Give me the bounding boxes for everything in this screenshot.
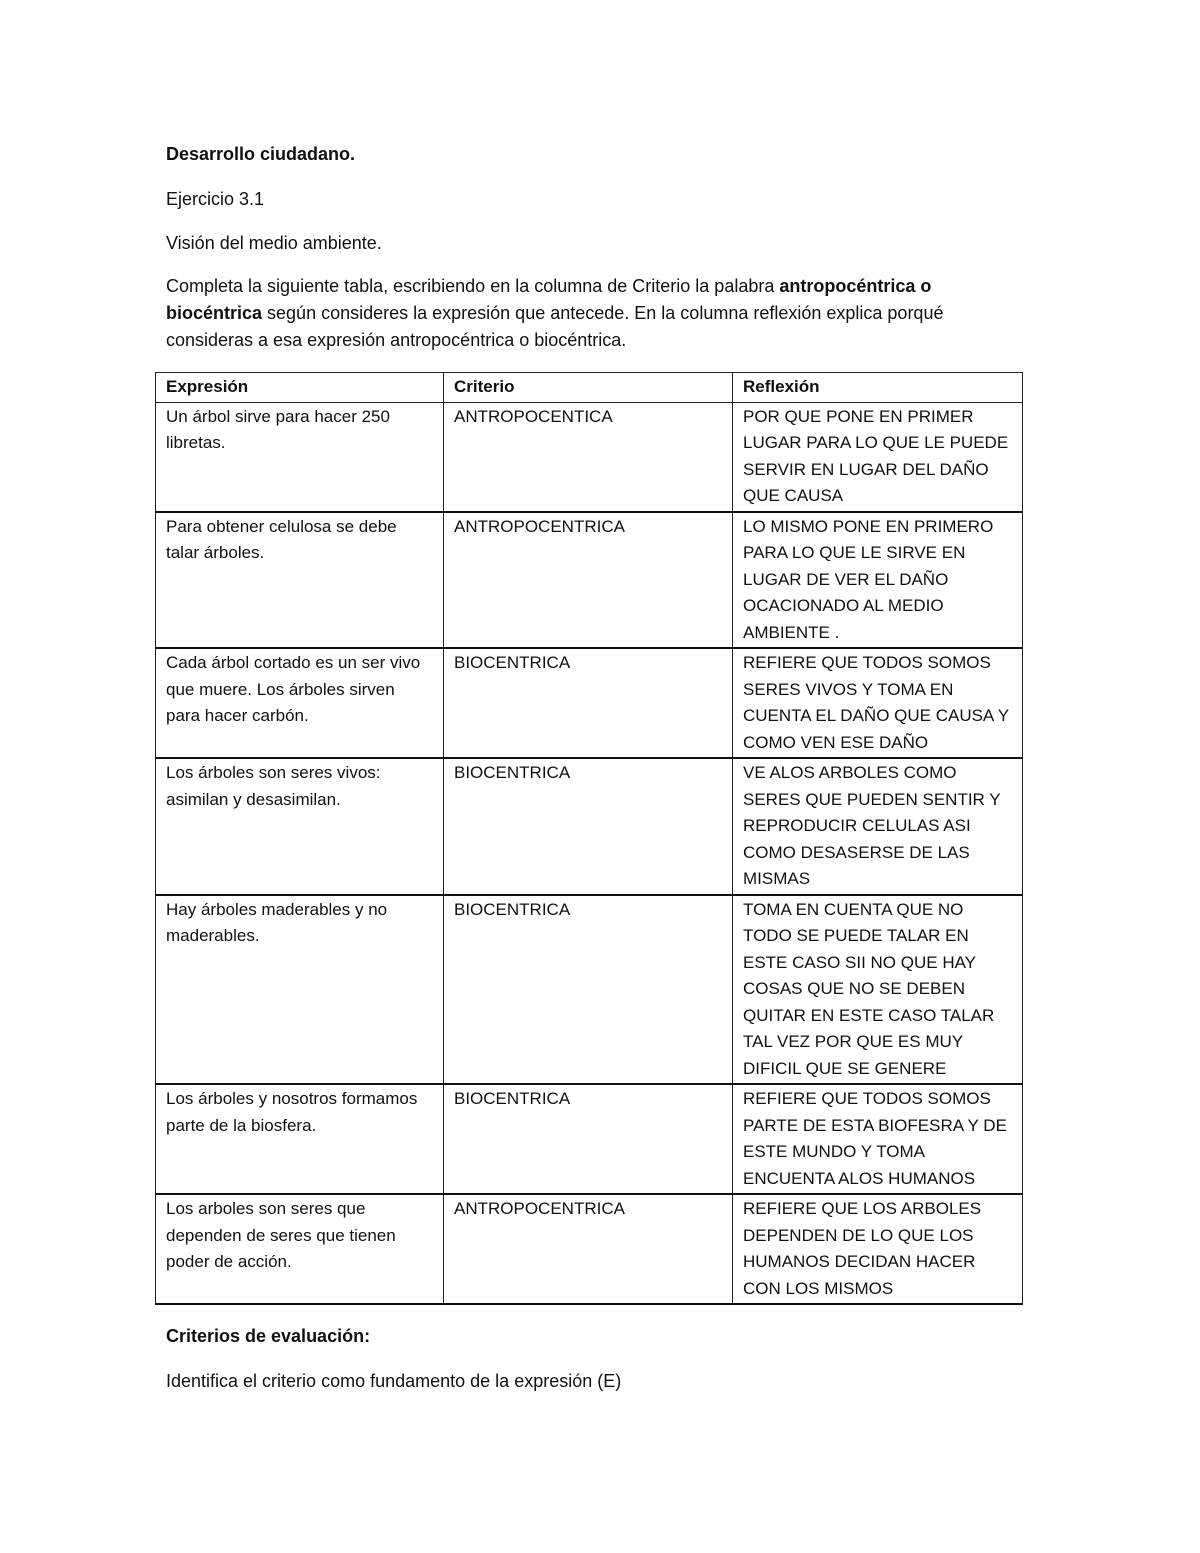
cell-expresion: Los árboles son seres vivos: asimilan y desasimilan. [156, 758, 444, 895]
cell-expresion: Cada árbol cortado es un ser vivo que muere. Los árboles sirven para hacer carbón. [156, 648, 444, 758]
cell-reflexion: REFIERE QUE TODOS SOMOS PARTE DE ESTA BIOFESRA Y DE ESTE MUNDO Y TOMA ENCUENTA ALOS HUMANOS [733, 1084, 1023, 1194]
instructions-bold-biocentrica: biocéntrica [166, 303, 263, 323]
table-row [156, 648, 1023, 758]
cell-reflexion: POR QUE PONE EN PRIMER LUGAR PARA LO QUE LE PUEDE SERVIR EN LUGAR DEL DAÑO QUE CAUSA [733, 402, 1023, 512]
cell-criterio: BIOCENTRICA [444, 1084, 733, 1194]
instructions-text-1: Completa la siguiente tabla, escribiendo en la columna de Criterio la palabra [166, 276, 780, 296]
cell-criterio: ANTROPOCENTICA [444, 402, 733, 512]
cell-expresion: Para obtener celulosa se debe talar árboles. [156, 512, 444, 649]
cell-expresion: Hay árboles maderables y no maderables. [156, 895, 444, 1085]
cell-reflexion: TOMA EN CUENTA QUE NO TODO SE PUEDE TALAR EN ESTE CASO SII NO QUE HAY COSAS QUE NO SE DEBEN QUITAR EN ESTE CASO TALAR TAL VEZ POR QUE ES MUY DIFICIL QUE SE GENERE [733, 895, 1023, 1085]
table-row [156, 1194, 1023, 1304]
table-row [156, 895, 1023, 1085]
cell-criterio: BIOCENTRICA [444, 648, 733, 758]
exercise-label: Ejercicio 3.1 [166, 189, 265, 209]
evaluation-item: Identifica el criterio como fundamento de la expresión (E) [166, 1371, 622, 1391]
table-row [156, 402, 1023, 512]
instructions-text-2: o [915, 276, 932, 296]
document-title: Desarrollo ciudadano. [166, 144, 356, 164]
criteria-table [155, 372, 1023, 1305]
table-row [156, 758, 1023, 895]
instructions-text-3: según consideres la expresión que antecede. En la columna reflexión explica porqué consideras a esa expresión antropocéntrica o biocéntrica. [166, 303, 944, 350]
cell-reflexion: REFIERE QUE LOS ARBOLES DEPENDEN DE LO QUE LOS HUMANOS DECIDAN HACER CON LOS MISMOS [733, 1194, 1023, 1304]
instructions-bold-antropocentrica: antropocéntrica [779, 276, 916, 296]
document-subtitle: Visión del medio ambiente. [166, 233, 382, 253]
cell-criterio: ANTROPOCENTRICA [444, 1194, 733, 1304]
cell-expresion: Un árbol sirve para hacer 250 libretas. [156, 402, 444, 512]
cell-criterio: ANTROPOCENTRICA [444, 512, 733, 649]
cell-reflexion: LO MISMO PONE EN PRIMERO PARA LO QUE LE SIRVE EN LUGAR DE VER EL DAÑO OCACIONADO AL MEDIO AMBIENTE . [733, 512, 1023, 649]
cell-criterio: BIOCENTRICA [444, 758, 733, 895]
instructions-paragraph [166, 273, 1026, 354]
table-row [156, 512, 1023, 649]
cell-criterio: BIOCENTRICA [444, 895, 733, 1085]
evaluation-title: Criterios de evaluación: [166, 1326, 371, 1346]
cell-reflexion: VE ALOS ARBOLES COMO SERES QUE PUEDEN SENTIR Y REPRODUCIR CELULAS ASI COMO DESASERSE DE LAS MISMAS [733, 758, 1023, 895]
table-row [156, 1084, 1023, 1194]
table-header-row [156, 373, 1023, 403]
header-reflexion: Reflexión [733, 373, 1023, 403]
cell-reflexion: REFIERE QUE TODOS SOMOS SERES VIVOS Y TOMA EN CUENTA EL DAÑO QUE CAUSA Y COMO VEN ESE DAÑO [733, 648, 1023, 758]
header-expresion: Expresión [156, 373, 444, 403]
header-criterio: Criterio [444, 373, 733, 403]
cell-expresion: Los arboles son seres que dependen de seres que tienen poder de acción. [156, 1194, 444, 1304]
cell-expresion: Los árboles y nosotros formamos parte de la biosfera. [156, 1084, 444, 1194]
